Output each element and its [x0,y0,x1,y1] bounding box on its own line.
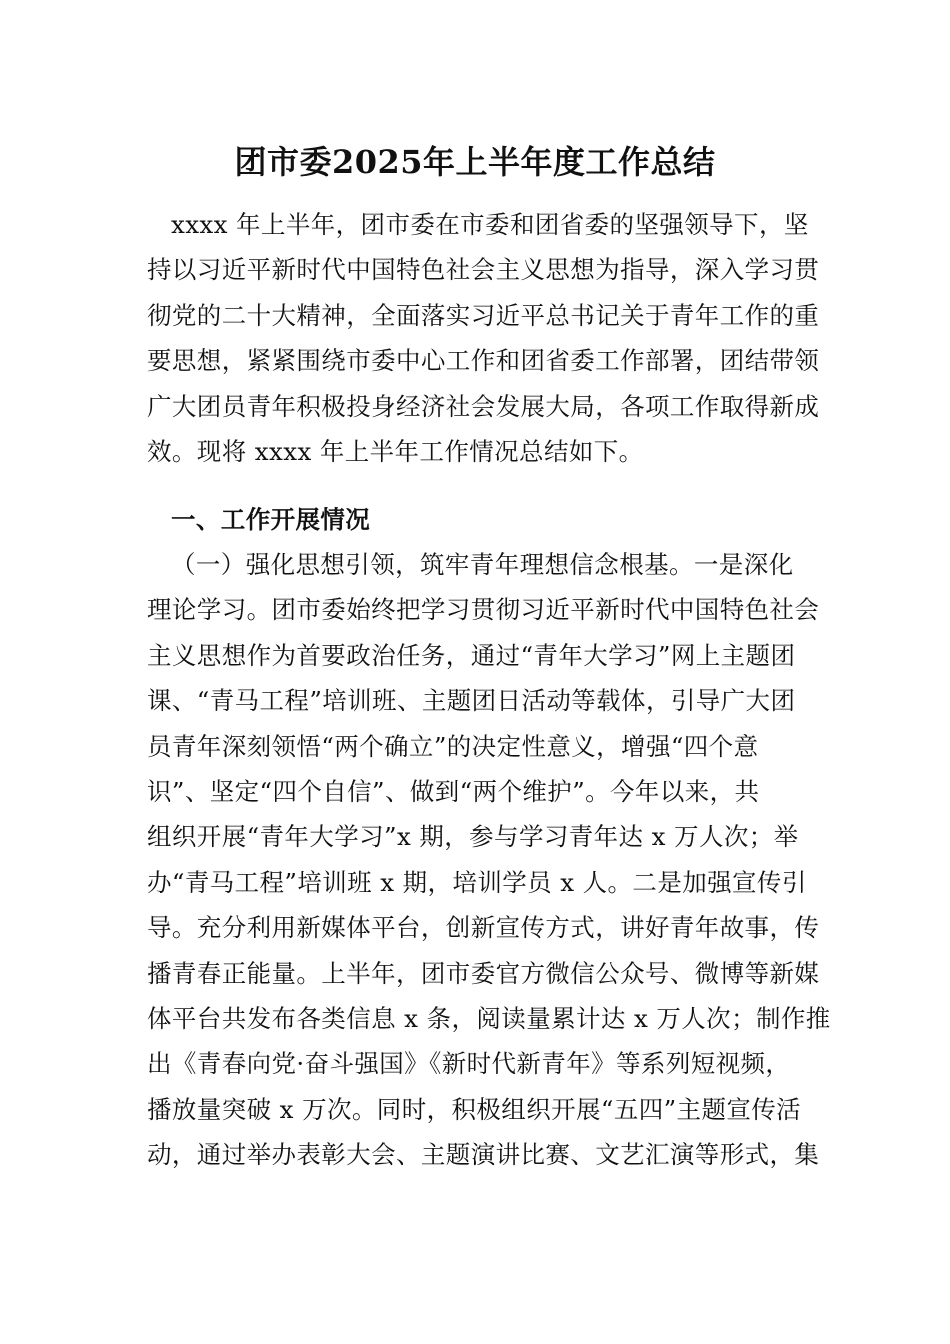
paragraph-line: 员青年深刻领悟“两个确立”的决定性意义，增强“四个意 [147,731,759,761]
intro-paragraph [147,202,827,474]
paragraph-line: 播放量突破 x 万次。同时，积极组织开展“五四”主题宣传活 [147,1094,802,1124]
paragraph-line: 办“青马工程”培训班 x 期，培训学员 x 人。二是加强宣传引 [147,867,807,897]
paragraph-line: 出《青春向党·奋斗强国》《新时代新青年》等系列短视频， [147,1049,791,1079]
paragraph-line: 组织开展“青年大学习”x 期，参与学习青年达 x 万人次；举 [147,822,799,852]
paragraph-line: 播青春正能量。上半年，团市委官方微信公众号、微博等新媒 [147,958,820,988]
section-paragraph [147,542,831,1177]
paragraph-line: 主义思想作为首要政治任务，通过“青年大学习”网上主题团 [147,640,796,670]
section-heading [147,497,827,542]
paragraph-line: 彻党的二十大精神，全面落实习近平总书记关于青年工作的重 [147,300,820,330]
paragraph-line: 效。现将 xxxx 年上半年工作情况总结如下。 [147,436,644,466]
paragraph-line: 持以习近平新时代中国特色社会主义思想为指导，深入学习贯 [147,255,820,285]
document-title: 团市委2025年上半年度工作总结 [234,143,716,181]
paragraph-line: 理论学习。团市委始终把学习贯彻习近平新时代中国特色社会 [147,595,820,625]
section-heading-text: 一、工作开展情况 [171,505,371,534]
paragraph-line: （一）强化思想引领，筑牢青年理想信念根基。一是深化 [171,550,794,579]
paragraph-line: 动，通过举办表彰大会、主题演讲比赛、文艺汇演等形式，集 [147,1140,820,1170]
paragraph-line: 课、“青马工程”培训班、主题团日活动等载体，引导广大团 [147,686,796,716]
paragraph-line: 体平台共发布各类信息 x 条，阅读量累计达 x 万人次；制作推 [147,1003,831,1033]
paragraph-line: xxxx 年上半年，团市委在市委和团省委的坚强领导下，坚 [171,210,809,239]
paragraph-line: 导。充分利用新媒体平台，创新宣传方式，讲好青年故事，传 [147,913,820,943]
paragraph-line: 识”、坚定“四个自信”、做到“两个维护”。今年以来，共 [147,776,760,806]
paragraph-line: 广大团员青年积极投身经济社会发展大局，各项工作取得新成 [147,391,820,421]
paragraph-line: 要思想，紧紧围绕市委中心工作和团省委工作部署，团结带领 [147,346,820,376]
